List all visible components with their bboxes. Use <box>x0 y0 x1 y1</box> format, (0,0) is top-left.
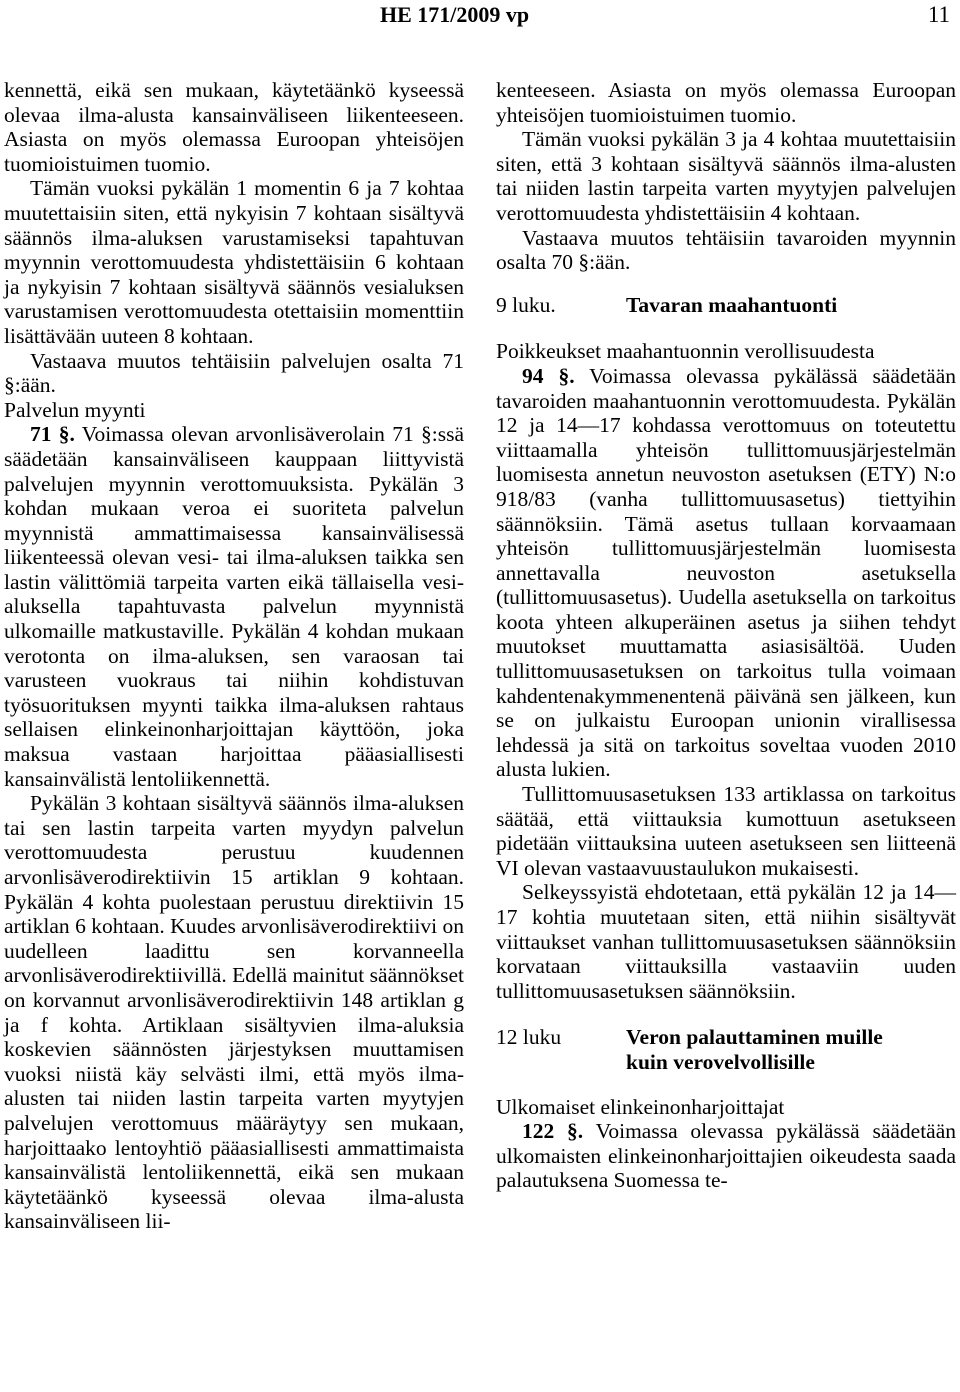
section-text: Voimassa olevassa pykälässä säädetään ulkomaisten elinkeinonharjoittajien oikeudesta saada palautuksena Suomessa te- <box>496 1119 957 1193</box>
section-number: 122 §. <box>522 1119 584 1144</box>
document-id: HE 171/2009 vp <box>380 2 530 27</box>
section-paragraph <box>4 422 464 791</box>
section-text: Voimassa olevan arvonlisäverolain 71 §:ssä säädetään kansainväliseen kauppaan liittyvistä palvelujen myynnin verottomuuksista. Pykälän 3 kohdan mukaan veroa ei suoriteta palvelun myynnistä ammattimaisessa kansainvälisessä liikenteessä olevan vesi- tai ilma-aluksen taikka sen lastin välittömiä tarpeita varten eikä tällaisella vesi-aluksella tapahtuvasta palvelun myynnistä ulkomaille matkustaville. Pykälän 4 kohdan mukaan verotonta on ilma-aluksen, sen varaosan tai varusteen vuokraus tai niihin kohdistuvan työsuorituksen myynti taikka ilma-aluksen rahtaus sellaisen elinkeinonharjoittajan käyttöön, joka maksua vastaan harjoittaa pääasiallisesti kansainvälistä lentoliikennettä. <box>4 422 464 791</box>
left-column <box>4 78 464 1234</box>
paragraph: Vastaava muutos tehtäisiin tavaroiden myynnin osalta 70 §:ään. <box>496 225 956 275</box>
paragraph: Selkeyssyistä ehdotetaan, että pykälän 12 ja 14—17 kohtia muutetaan siten, että niihin sisältyvät viittaukset vanhan tullittomuusasetuksen säännöksiin korvataan viittauksilla vastaaviin uuden tullittomuusasetuksen säännöksiin. <box>496 880 956 1003</box>
chapter-number: 9 luku. <box>496 292 556 317</box>
chapter-number: 12 luku <box>496 1025 562 1050</box>
paragraph: kennettä, eikä sen mukaan, käytetäänkö kyseessä olevaa ilma-alusta kansainväliseen liikenteeseen. Asiasta on myös olemassa Euroopan yhteisöjen tuomioistuimen tuomio. <box>4 78 464 176</box>
page-number: 11 <box>927 2 950 27</box>
section-paragraph <box>496 1119 956 1193</box>
chapter-heading <box>496 1025 956 1074</box>
chapter-heading <box>496 293 956 318</box>
chapter-title: Tavaran maahantuonti <box>626 292 838 317</box>
paragraph: Pykälän 3 kohtaan sisältyvä säännös ilma-aluksen tai sen lastin tarpeita varten myydyn palvelun verottomuudesta perustuu kuudennen arvonlisäverodirektiivin 15 artiklan 9 kohtaan. Pykälän 4 kohta puolestaan perustuu direktiivin 15 artiklan 6 kohtaan. Kuudes arvonlisäverodirektiivi on uudelleen laadittu sen korvanneella arvonlisäverodirektiivillä. Edellä mainitut säännökset on korvannut arvonlisäverodirektiivin 148 artiklan g ja f kohta. Artiklaan sisältyvien ilma-aluksia koskevien säännösten järjestyksen muuttamisen vuoksi niistä käy selvästi ilmi, että myös ilma-alusten tai niiden lastin tarpeita varten myytyjen palvelujen verottomuus määräytyy sen mukaan, harjoittaako lentoyhtiö pääasiallisesti ammattimaista kansainvälistä lentoliikennettä, eikä sen mukaan käytetäänkö kyseessä olevaa ilma-alusta kansainväliseen lii- <box>4 791 464 1234</box>
chapter-title-line: kuin verovelvollisille <box>626 1049 815 1074</box>
right-column <box>496 78 956 1193</box>
paragraph: Vastaava muutos tehtäisiin palvelujen osalta 71 §:ään. <box>4 348 464 398</box>
paragraph: Tullittomuusasetuksen 133 artiklassa on tarkoitus säätää, että viittauksia kumottuun asetukseen pidetään viittauksina uuteen asetukseen sen liitteenä VI olevan vastaavuustaulukon mukaisesti. <box>496 782 956 880</box>
subheading: Palvelun myynti <box>4 397 146 422</box>
chapter-title <box>626 1025 883 1074</box>
section-number: 71 §. <box>30 422 75 447</box>
paragraph: Tämän vuoksi pykälän 3 ja 4 kohtaa muutettaisiin siten, että 3 kohtaan sisältyvä säännös ilma-alusten tai niiden lastin tarpeita varten myytyjen palvelujen verottomuudesta yhdistettäisiin 4 kohtaan. <box>496 127 956 225</box>
chapter-title-line: Veron palauttaminen muille <box>626 1025 883 1050</box>
paragraph: kenteeseen. Asiasta on myös olemassa Euroopan yhteisöjen tuomioistuimen tuomio. <box>496 78 956 127</box>
paragraph: Tämän vuoksi pykälän 1 momentin 6 ja 7 kohtaa muutettaisiin siten, että nykyisin 7 kohtaan sisältyvä säännös ilma-aluksen varustamiseksi tapahtuvan myynnin verottomuudesta yhdistettäisiin 6 kohtaan ja nykyisin 7 kohtaan sisältyvä säännös vesialuksen varustamisen verottomuudesta otettaisiin momenttiin lisättävään uuteen 8 kohtaan. <box>4 176 464 348</box>
subheading: Poikkeukset maahantuonnin verollisuudesta <box>496 339 875 364</box>
page-header <box>0 0 960 40</box>
section-number: 94 §. <box>522 363 575 388</box>
section-paragraph <box>496 364 956 782</box>
section-text: Voimassa olevassa pykälässä säädetään tavaroiden maahantuonnin verottomuudesta. Pykälän 12 ja 14—17 kohdassa verottomuus on toteutettu viittaamalla yhteisön tullittomuusjärjestelmän luomisesta annetun neuvoston asetuksen (ETY) N:o 918/83 (vanha tullittomuusasetus) tiettyihin säännöksiin. Tämä asetus tullaan korvaamaan yhteisön tullittomuusjärjestelmän luomisesta annettavalla neuvoston asetuksella (tullittomuusasetus). Uudella asetuksella on tarkoitus koota yhteen alkuperäinen asetus ja siihen tehdyt muutokset muuttamatta asiasisältöä. Uuden tullittomuusasetuksen on tarkoitus tulla voimaan kahdentenakymmenentenä päivänä sen jälkeen, kun se on julkaistu Euroopan unionin virallisessa lehdessä ja sitä on tarkoitus soveltaa vuoden 2010 alusta lukien. <box>496 363 956 782</box>
subheading: Ulkomaiset elinkeinonharjoittajat <box>496 1094 785 1119</box>
